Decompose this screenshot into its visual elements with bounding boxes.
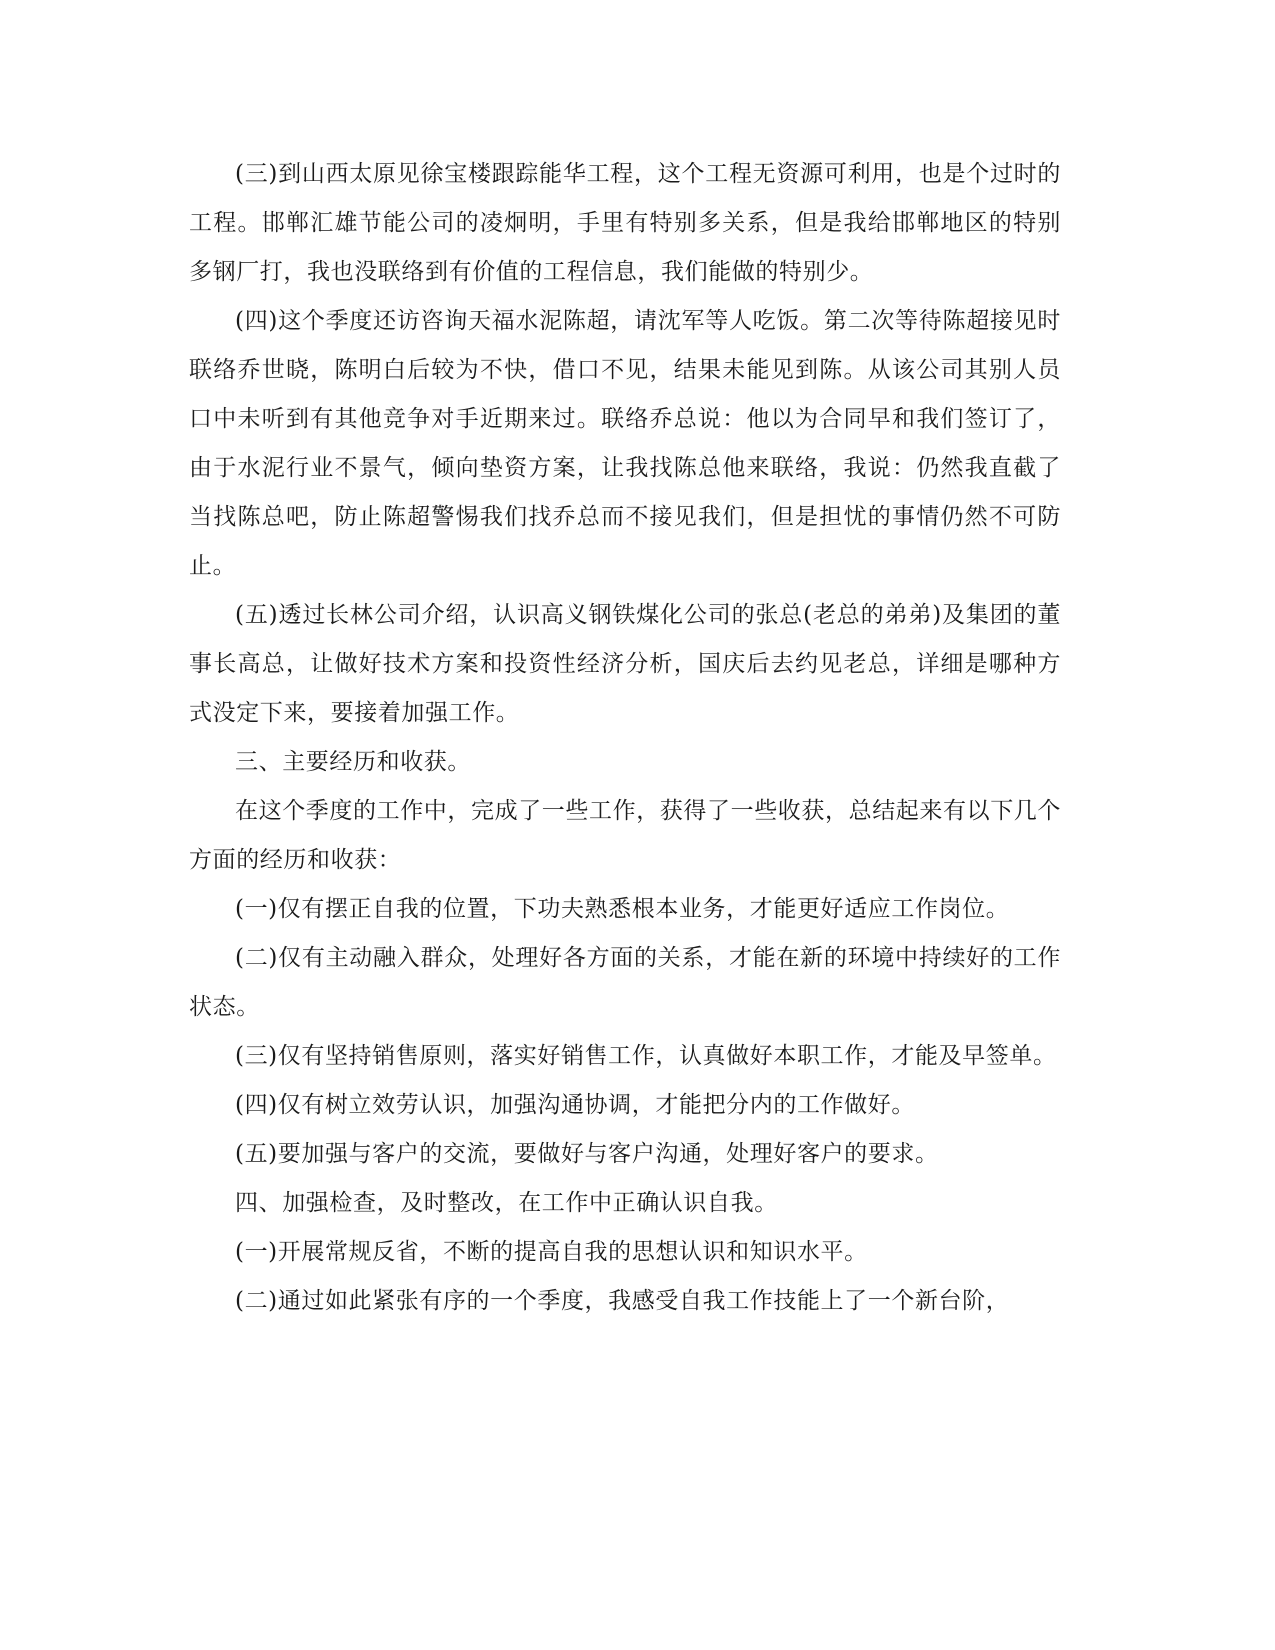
section-heading-experience: 三、主要经历和收获。 bbox=[235, 749, 471, 775]
document-body bbox=[189, 150, 1061, 1326]
list-item-review-1: (一)开展常规反省，不断的提高自我的思想认识和知识水平。 bbox=[235, 1239, 868, 1265]
section-heading-self-review: 四、加强检查，及时整改，在工作中正确认识自我。 bbox=[235, 1190, 778, 1216]
list-item-experience-3: (三)仅有坚持销售原则，落实好销售工作，认真做好本职工作，才能及早签单。 bbox=[235, 1043, 1057, 1069]
paragraph-item-3-project-tracking: (三)到山西太原见徐宝楼跟踪能华工程，这个工程无资源可利用，也是个过时的工程。邯郸汇雄节能公司的凌炯明，手里有特别多关系，但是我给邯郸地区的特别多钢厂打，我也没联络到有价值的工程信息，我们能做的特别少。 bbox=[189, 161, 1061, 285]
list-item-experience-5: (五)要加强与客户的交流，要做好与客户沟通，处理好客户的要求。 bbox=[235, 1141, 939, 1167]
paragraph-item-4-customer-visit: (四)这个季度还访咨询天福水泥陈超，请沈军等人吃饭。第二次等待陈超接见时联络乔世晓，陈明白后较为不快，借口不见，结果未能见到陈。从该公司其别人员口中未听到有其他竞争对手近期来过。联络乔总说：他以为合同早和我们签订了，由于水泥行业不景气，倾向垫资方案，让我找陈总他来联络，我说：仍然我直截了当找陈总吧，防止陈超警惕我们找乔总而不接见我们，但是担忧的事情仍然不可防止。 bbox=[189, 308, 1061, 579]
paragraph-item-5-introduction: (五)透过长林公司介绍，认识高义钢铁煤化公司的张总(老总的弟弟)及集团的董事长高总，让做好技术方案和投资性经济分析，国庆后去约见老总，详细是哪种方式没定下来，要接着加强工作。 bbox=[189, 602, 1061, 726]
list-item-experience-4: (四)仅有树立效劳认识，加强沟通协调，才能把分内的工作做好。 bbox=[235, 1092, 915, 1118]
list-item-experience-2: (二)仅有主动融入群众，处理好各方面的关系，才能在新的环境中持续好的工作状态。 bbox=[189, 945, 1061, 1020]
list-item-review-2: (二)通过如此紧张有序的一个季度，我感受自我工作技能上了一个新台阶， bbox=[235, 1288, 1010, 1314]
paragraph-experience-intro: 在这个季度的工作中，完成了一些工作，获得了一些收获，总结起来有以下几个方面的经历和收获： bbox=[189, 798, 1061, 873]
list-item-experience-1: (一)仅有摆正自我的位置，下功夫熟悉根本业务，才能更好适应工作岗位。 bbox=[235, 896, 1010, 922]
